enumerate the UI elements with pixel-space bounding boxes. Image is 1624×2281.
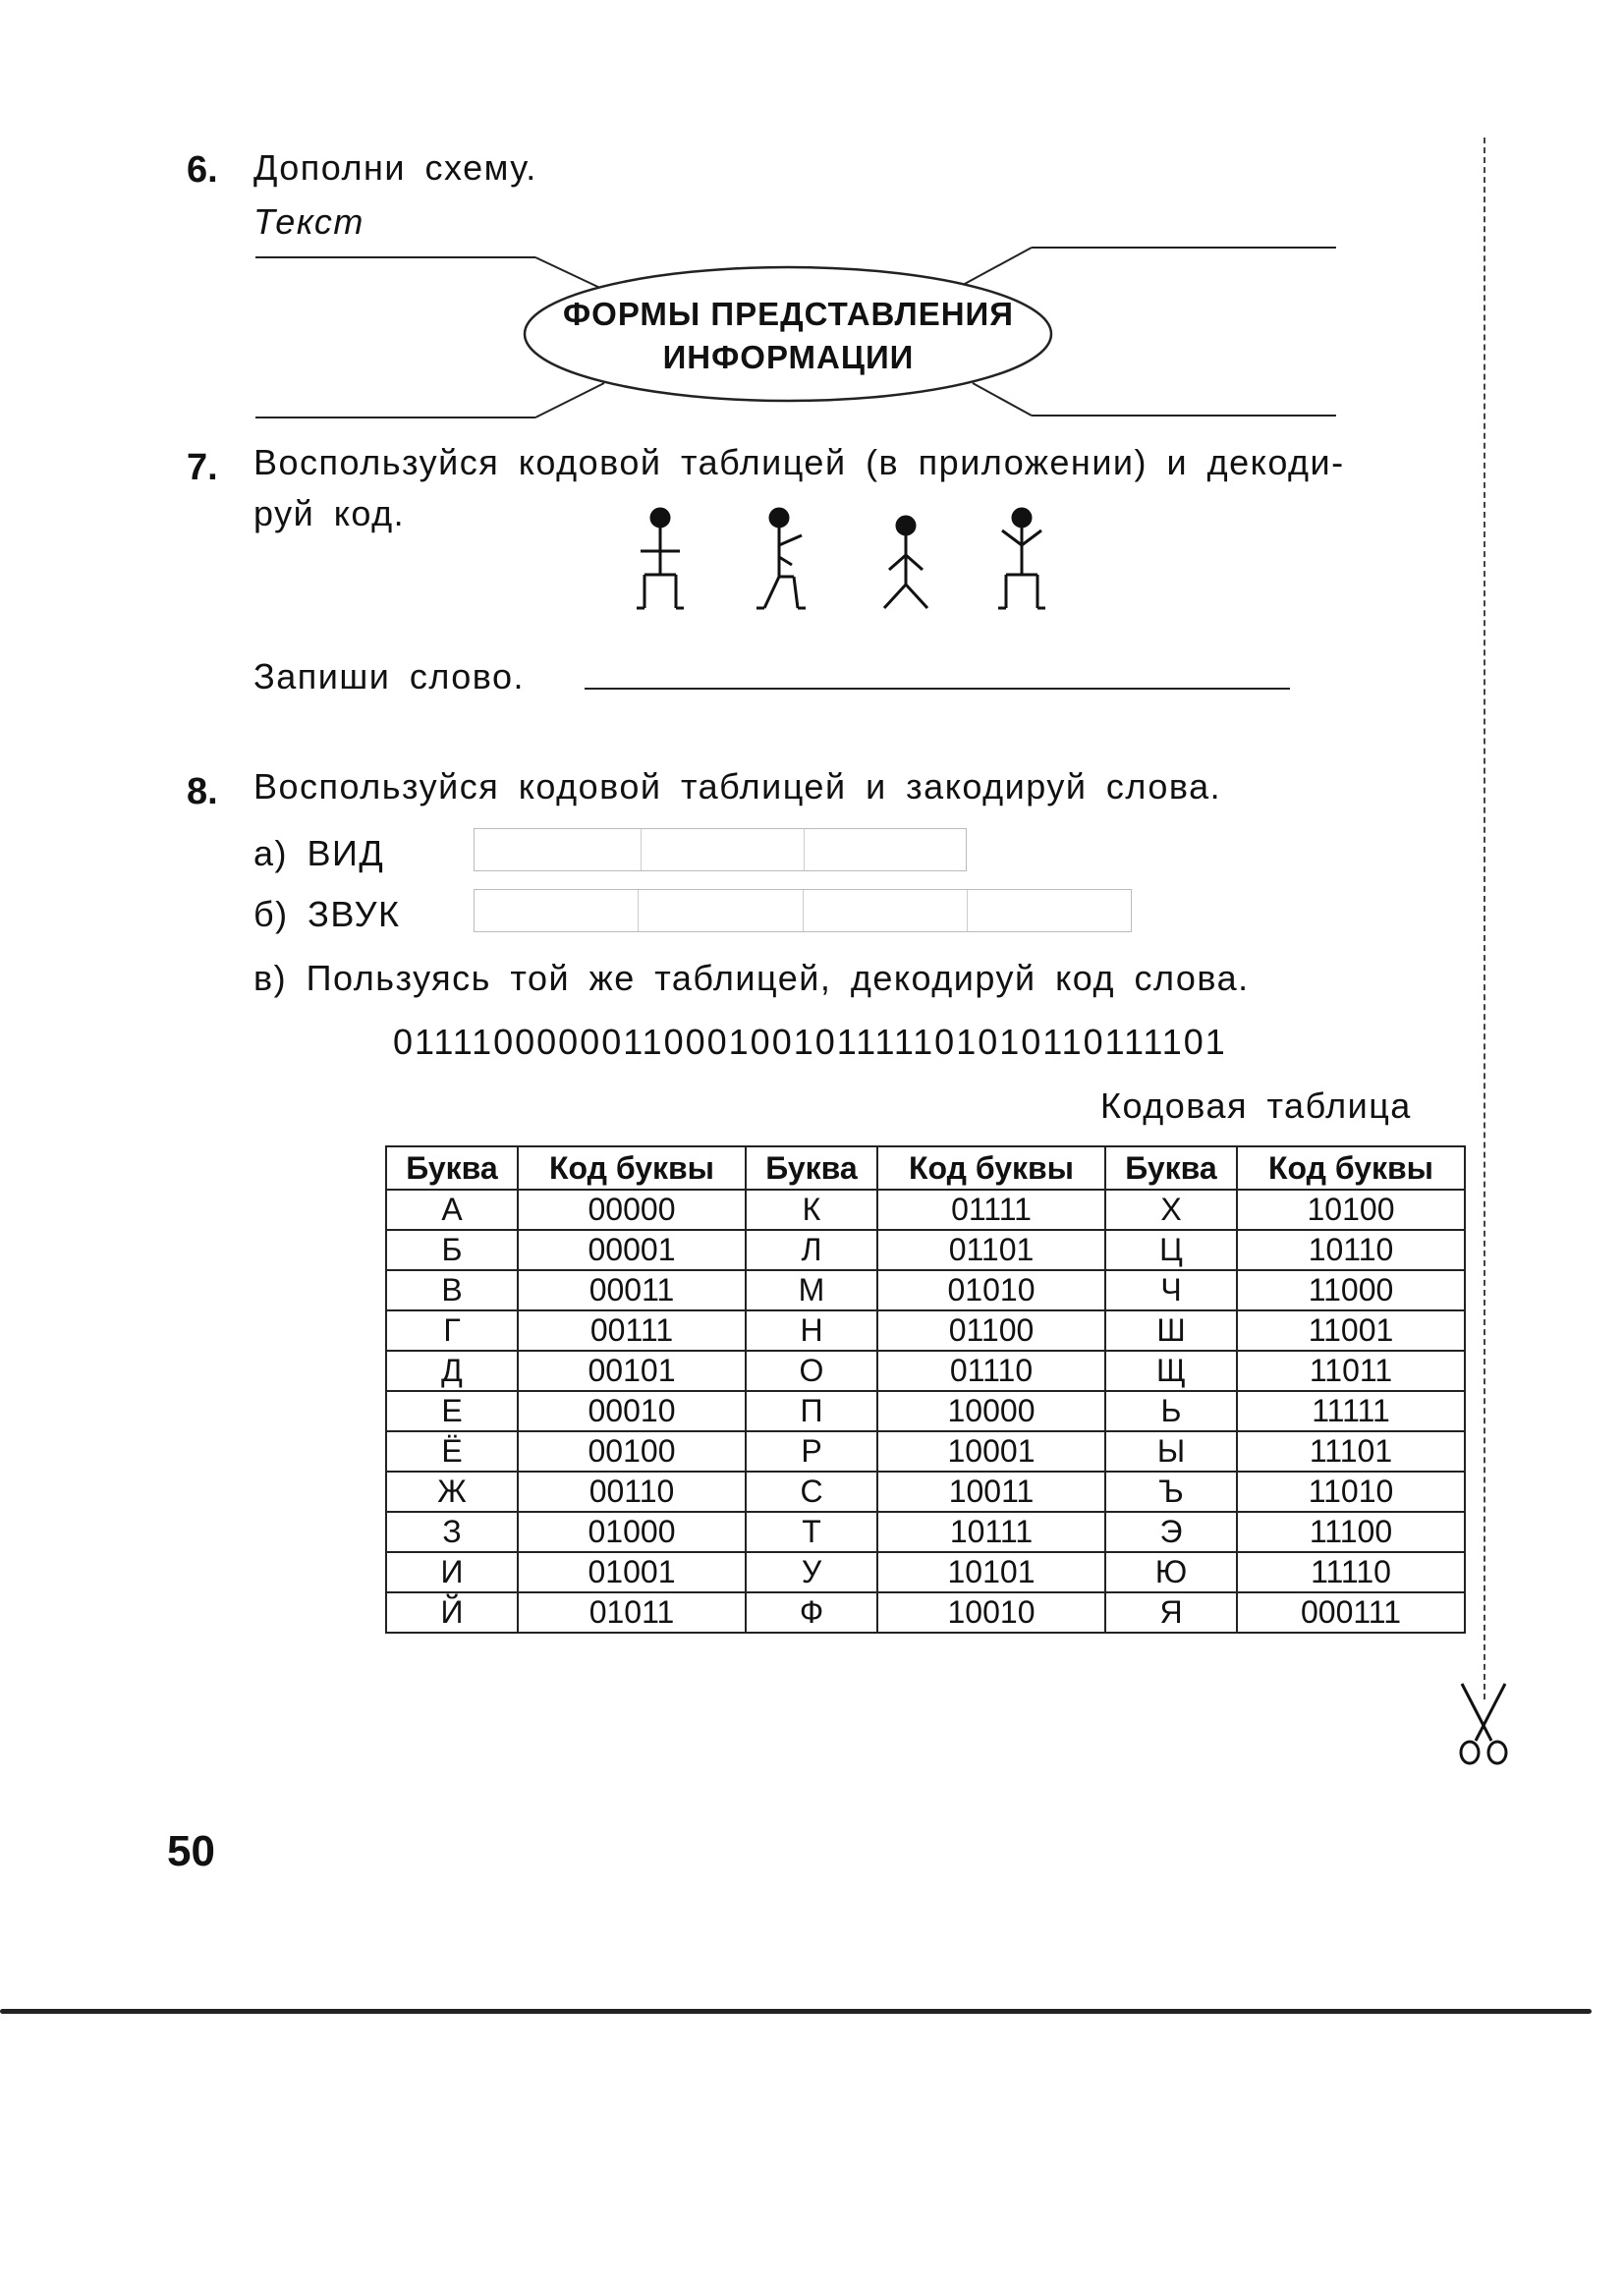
code-cell: 01011	[518, 1592, 746, 1633]
letter-cell: Щ	[1105, 1351, 1237, 1391]
table-row	[386, 1190, 1465, 1230]
code-cell: 10110	[1237, 1230, 1465, 1270]
code-cell: 01100	[877, 1310, 1105, 1351]
task8-text: Воспользуйся кодовой таблицей и закодируй слова.	[253, 766, 1222, 807]
task8-number: 8.	[187, 771, 218, 812]
letter-cell: П	[746, 1391, 877, 1431]
letter-cell: Л	[746, 1230, 877, 1270]
letter-cell: Х	[1105, 1190, 1237, 1230]
table-caption: Кодовая таблица	[1100, 1085, 1412, 1126]
letter-cell: Ш	[1105, 1310, 1237, 1351]
letter-cell: Ё	[386, 1431, 518, 1472]
stick-figure-icon	[756, 509, 806, 608]
table-row	[386, 1431, 1465, 1472]
table-row	[386, 1351, 1465, 1391]
stick-figure-icon	[637, 509, 684, 608]
letter-cell: К	[746, 1190, 877, 1230]
letter-cell: Т	[746, 1512, 877, 1552]
letter-cell: Р	[746, 1431, 877, 1472]
code-table	[385, 1145, 1466, 1634]
letter-cell: И	[386, 1552, 518, 1592]
code-cell: 10010	[877, 1592, 1105, 1633]
task8-c-label: в) Пользуясь той же таблицей, декодируй код слова.	[253, 958, 1250, 998]
code-cell: 11010	[1237, 1472, 1465, 1512]
letter-cell: Ы	[1105, 1431, 1237, 1472]
table-header-row	[386, 1146, 1465, 1190]
code-cell: 11000	[1237, 1270, 1465, 1310]
code-cell: 10100	[1237, 1190, 1465, 1230]
letter-cell: У	[746, 1552, 877, 1592]
code-cell: 10011	[877, 1472, 1105, 1512]
letter-cell: З	[386, 1512, 518, 1552]
code-cell: 00001	[518, 1230, 746, 1270]
stick-figures	[619, 506, 1071, 614]
oval-line-1: ФОРМЫ ПРЕДСТАВЛЕНИЯ	[563, 296, 1014, 332]
letter-cell: Г	[386, 1310, 518, 1351]
task6-text: Дополни схему.	[253, 147, 537, 188]
code-cell: 11011	[1237, 1351, 1465, 1391]
task7-line1: Воспользуйся кодовой таблицей (в приложении) и декоди-	[253, 442, 1345, 482]
code-cell: 00110	[518, 1472, 746, 1512]
code-cell: 00011	[518, 1270, 746, 1310]
task8-a-label: а) ВИД	[253, 833, 385, 873]
code-cell: 000111	[1237, 1592, 1465, 1633]
code-cell: 00100	[518, 1431, 746, 1472]
task6-hint: Текст	[253, 201, 364, 242]
task7-line2: руй код.	[253, 493, 406, 533]
letter-cell: О	[746, 1351, 877, 1391]
table-row	[386, 1230, 1465, 1270]
table-row	[386, 1512, 1465, 1552]
oval-line-2: ИНФОРМАЦИИ	[662, 339, 915, 375]
answer-boxes-b[interactable]	[474, 889, 1132, 932]
code-cell: 10111	[877, 1512, 1105, 1552]
code-cell: 01010	[877, 1270, 1105, 1310]
code-cell: 10101	[877, 1552, 1105, 1592]
letter-cell: Ж	[386, 1472, 518, 1512]
letter-cell: Е	[386, 1391, 518, 1431]
code-cell: 11111	[1237, 1391, 1465, 1431]
letter-cell: Ф	[746, 1592, 877, 1633]
code-cell: 11100	[1237, 1512, 1465, 1552]
header-code: Код буквы	[518, 1146, 746, 1190]
code-cell: 01001	[518, 1552, 746, 1592]
scissors-icon	[1444, 1680, 1523, 1768]
letter-cell: Я	[1105, 1592, 1237, 1633]
code-cell: 00000	[518, 1190, 746, 1230]
table-row	[386, 1472, 1465, 1512]
header-code: Код буквы	[1237, 1146, 1465, 1190]
table-row	[386, 1592, 1465, 1633]
letter-cell: Ч	[1105, 1270, 1237, 1310]
code-cell: 00101	[518, 1351, 746, 1391]
code-cell: 01000	[518, 1512, 746, 1552]
header-code: Код буквы	[877, 1146, 1105, 1190]
letter-cell: М	[746, 1270, 877, 1310]
letter-cell: Ц	[1105, 1230, 1237, 1270]
code-cell: 00010	[518, 1391, 746, 1431]
letter-cell: Ъ	[1105, 1472, 1237, 1512]
letter-cell: Ю	[1105, 1552, 1237, 1592]
code-cell: 11001	[1237, 1310, 1465, 1351]
code-cell: 11101	[1237, 1431, 1465, 1472]
table-row	[386, 1552, 1465, 1592]
scheme-oval-text	[511, 293, 1066, 379]
letter-cell: Б	[386, 1230, 518, 1270]
task6-number: 6.	[187, 149, 218, 191]
code-cell: 10000	[877, 1391, 1105, 1431]
code-cell: 01110	[877, 1351, 1105, 1391]
header-letter: Буква	[746, 1146, 877, 1190]
code-cell: 11110	[1237, 1552, 1465, 1592]
header-letter: Буква	[1105, 1146, 1237, 1190]
letter-cell: А	[386, 1190, 518, 1230]
stick-figure-icon	[998, 509, 1045, 608]
letter-cell: Н	[746, 1310, 877, 1351]
letter-cell: В	[386, 1270, 518, 1310]
code-cell: 01111	[877, 1190, 1105, 1230]
cut-line	[1484, 138, 1485, 1699]
table-row	[386, 1310, 1465, 1351]
letter-cell: Й	[386, 1592, 518, 1633]
code-cell: 00111	[518, 1310, 746, 1351]
table-row	[386, 1270, 1465, 1310]
answer-boxes-a[interactable]	[474, 828, 967, 871]
code-cell: 10001	[877, 1431, 1105, 1472]
task7-number: 7.	[187, 447, 218, 488]
header-letter: Буква	[386, 1146, 518, 1190]
task7-write-label: Запиши слово.	[253, 656, 526, 696]
answer-line[interactable]	[585, 688, 1290, 690]
stick-figure-icon	[884, 517, 927, 608]
page-number: 50	[167, 1827, 215, 1875]
code-cell: 01101	[877, 1230, 1105, 1270]
page-edge-line	[0, 2009, 1592, 2014]
binary-code: 0111100000011000100101111101010110111101	[393, 1022, 1227, 1062]
letter-cell: Э	[1105, 1512, 1237, 1552]
task8-b-label: б) ЗВУК	[253, 894, 401, 934]
letter-cell: Ь	[1105, 1391, 1237, 1431]
table-row	[386, 1391, 1465, 1431]
letter-cell: Д	[386, 1351, 518, 1391]
letter-cell: С	[746, 1472, 877, 1512]
